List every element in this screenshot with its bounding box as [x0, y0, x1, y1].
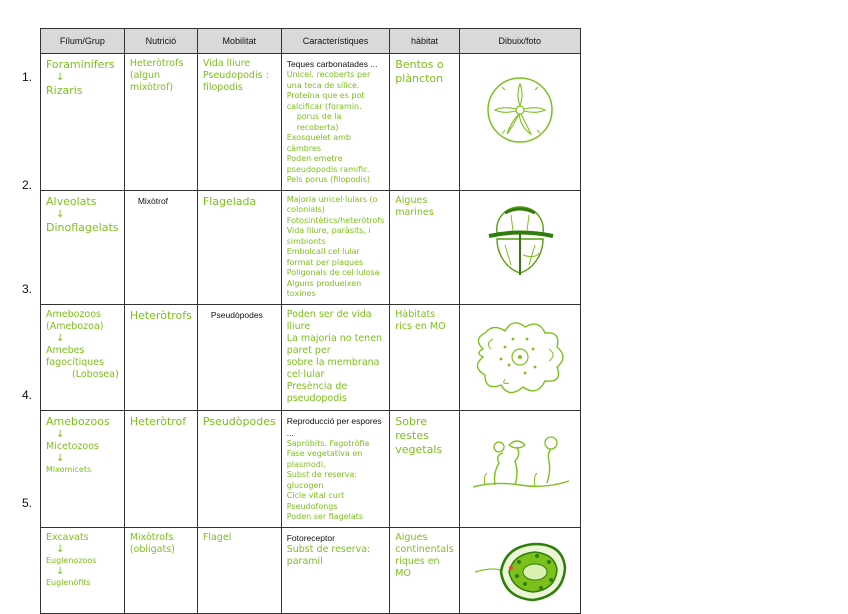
table-row	[41, 304, 581, 410]
mobility-cell	[197, 410, 281, 527]
characteristic-line: Exosquelet amb càmbres	[286, 133, 351, 153]
characteristic-line: La majoria no tenen paret per	[286, 332, 383, 356]
drawing-cell	[459, 527, 580, 613]
header-group: Fílum/Grup	[41, 29, 125, 54]
table-row	[41, 527, 581, 613]
nutrition-cell	[124, 527, 197, 613]
nutrition-text: Mixòtrofs	[129, 531, 174, 543]
typed-characteristic: Reproducció per espores ...	[286, 415, 382, 438]
characteristic-line: Proteïna que es pot calcificar (foramin.	[286, 91, 365, 111]
group-name: Alveolats	[46, 194, 97, 208]
habitat-text: Hàbitats rics en MO	[395, 308, 446, 332]
habitat-text: Sobre restes	[395, 414, 429, 442]
dinoflagellate-drawing	[475, 195, 565, 285]
mobility-text: Flagelada	[202, 194, 257, 208]
row-number: 5.	[22, 496, 33, 510]
characteristic-line: Fotosintètics/heteròtrofs	[286, 215, 385, 225]
arrow-down-icon: ↓	[56, 428, 65, 440]
typed-characteristic: Teques carbonatades ...	[286, 59, 378, 69]
habitat-cell	[390, 410, 459, 527]
arrow-down-icon: ↓	[56, 543, 65, 555]
characteristic-line: porus de la recoberta)	[296, 112, 342, 132]
slime-mold-drawing	[465, 415, 575, 511]
characteristics-cell	[281, 54, 390, 191]
group-name: Rizaris	[46, 84, 83, 97]
typed-characteristic: Fotoreceptor	[286, 532, 335, 543]
characteristic-line: Subst de reserva: glucogen	[286, 470, 358, 490]
row-number: 1.	[22, 70, 33, 84]
group-name: Mixomicets	[46, 464, 92, 474]
mobility-cell	[197, 54, 281, 191]
arrow-down-icon: ↓	[56, 566, 65, 577]
nutrition-cell	[124, 190, 197, 304]
characteristic-line: Embolcall cel·lular format per plaques	[286, 247, 364, 267]
table-row	[41, 54, 581, 191]
nutrition-cell	[124, 54, 197, 191]
group-name: Foraminífers	[46, 58, 115, 71]
habitat-text: Aigues marines	[395, 194, 434, 218]
characteristic-line: Subst de reserva: paramil	[286, 543, 371, 567]
nutrition-text: (obligats)	[129, 543, 175, 555]
nutrition-cell	[124, 304, 197, 410]
characteristic-line: Fase vegetativa en plasmodi.	[286, 449, 363, 469]
arrow-down-icon: ↓	[56, 208, 65, 220]
mobility-text: filopodis	[202, 82, 243, 93]
drawing-cell	[459, 304, 580, 410]
characteristic-line: Alguns produeixen toxines	[286, 278, 362, 298]
characteristic-line: Pels porus (filopodis)	[286, 175, 370, 184]
group-name: Amebozoos (Amebozoa)	[46, 308, 104, 332]
mobility-text: Pseudopodis :	[202, 70, 269, 81]
mobility-cell	[197, 304, 281, 410]
row-number: 3.	[22, 282, 33, 296]
habitat-cell	[390, 527, 459, 613]
nutrition-text: Heteròtrofs	[129, 58, 184, 69]
habitat-cell	[390, 304, 459, 410]
foraminifer-drawing	[475, 58, 565, 158]
header-characteristics: Característiques	[281, 29, 390, 54]
habitat-text: Bentos o plàncton	[395, 58, 444, 85]
drawing-cell	[459, 190, 580, 304]
nutrition-typed: Mixòtrof	[137, 195, 169, 206]
mobility-cell	[197, 190, 281, 304]
group-cell	[41, 190, 125, 304]
characteristic-line: Sapròbits. Fagotròfia	[286, 438, 370, 448]
drawing-cell	[459, 410, 580, 527]
group-cell	[41, 54, 125, 191]
characteristic-line: Cicle vital curt	[286, 491, 345, 500]
group-cell	[41, 410, 125, 527]
characteristic-line: Presència de pseudopodis	[286, 380, 348, 404]
header-habitat: hàbitat	[390, 29, 459, 54]
habitat-cell	[390, 190, 459, 304]
arrow-down-icon: ↓	[56, 332, 65, 344]
group-name: (Lobosea)	[72, 368, 119, 380]
euglena-drawing	[465, 532, 575, 608]
habitat-cell	[390, 54, 459, 191]
habitat-text: Aigues continentals	[395, 531, 454, 555]
characteristics-cell	[281, 304, 390, 410]
characteristics-cell	[281, 190, 390, 304]
arrow-down-icon: ↓	[56, 452, 65, 464]
group-name: Euglenòfits	[46, 578, 91, 587]
characteristic-line: Poden emetre pseudopodis ramific.	[286, 154, 371, 174]
characteristic-line: Vida lliure, paràsits, i simbionts	[286, 226, 371, 246]
row-number: 4.	[22, 388, 33, 402]
group-name: Euglenozoos	[46, 555, 97, 565]
table-row	[41, 410, 581, 527]
characteristics-cell	[281, 527, 390, 613]
characteristic-line: Pseudofongs	[286, 501, 338, 511]
classification-table	[40, 28, 581, 614]
characteristics-cell	[281, 410, 390, 527]
nutrition-cell	[124, 410, 197, 527]
drawing-cell	[459, 54, 580, 191]
group-name: Excavats	[46, 531, 89, 543]
group-name: Amebozoos	[46, 414, 110, 428]
nutrition-text: Heteròtrofs	[129, 308, 192, 322]
mobility-text: Pseudòpodes	[202, 414, 276, 428]
group-cell	[41, 527, 125, 613]
row-number: 2.	[22, 178, 33, 192]
header-mobility: Mobilitat	[197, 29, 281, 54]
header-row	[41, 29, 581, 54]
characteristic-line: sobre la membrana cel·lular	[286, 356, 380, 380]
group-cell	[41, 304, 125, 410]
header-nutrition: Nutrició	[124, 29, 197, 54]
header-drawing: Dibuix/foto	[459, 29, 580, 54]
nutrition-text: (algun mixòtrof)	[129, 70, 174, 93]
characteristic-line: Poligonals de cel·lulosa	[286, 268, 380, 277]
group-name: Amebes fagocítiques	[46, 344, 105, 368]
characteristic-line: Majoria unicel·lulars (o colonials)	[286, 194, 378, 214]
mobility-text: Flagel	[202, 531, 232, 543]
mobility-typed: Pseudòpodes	[210, 309, 263, 320]
habitat-text: riques en MO	[395, 555, 440, 579]
group-name: Dinoflagelats	[46, 220, 119, 234]
habitat-text: vegetals	[395, 442, 443, 456]
characteristic-line: Poden ser de vida lliure	[286, 308, 372, 332]
characteristic-line: Unicel. recoberts per una teca de sílice.	[286, 70, 371, 90]
mobility-text: Vida lliure	[202, 58, 251, 69]
arrow-down-icon: ↓	[56, 72, 65, 83]
mobility-cell	[197, 527, 281, 613]
amoeba-drawing	[465, 309, 575, 405]
characteristic-line: Poden ser flagelats	[286, 512, 364, 521]
table-row	[41, 190, 581, 304]
nutrition-text: Heteròtrof	[129, 414, 187, 428]
group-name: Micetozoos	[46, 440, 100, 452]
